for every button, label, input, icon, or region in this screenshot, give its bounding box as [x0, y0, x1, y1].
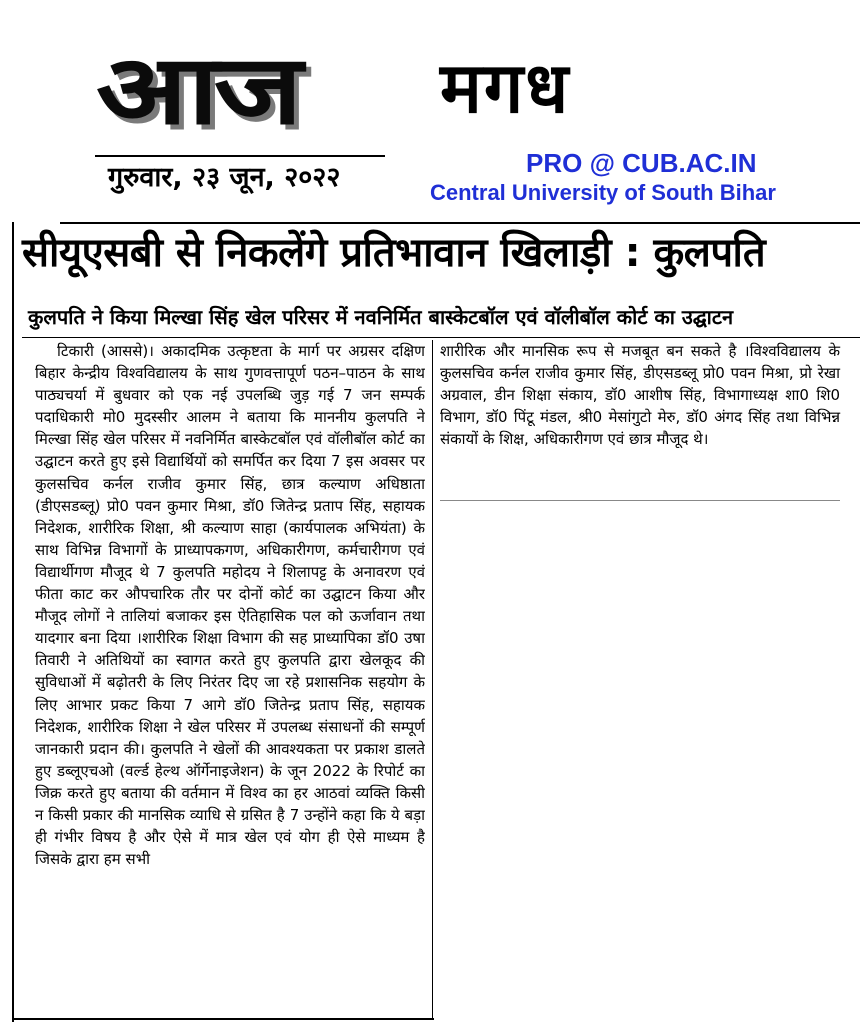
article-end-rule — [440, 500, 840, 501]
university-name: Central University of South Bihar — [430, 180, 776, 205]
article-subheadline: कुलपति ने किया मिल्खा सिंह खेल परिसर में नवनिर्मित बास्केटबॉल एवं वॉलीबॉल कोर्ट का उद्घाटन — [28, 305, 734, 329]
edition-name: मगध — [440, 47, 571, 129]
article-column-right — [440, 340, 840, 450]
subheadline-rule — [22, 337, 860, 338]
pro-stamp — [0, 147, 867, 207]
newspaper-logo: आज — [96, 34, 298, 146]
article-body-left: टिकारी (आससे)। अकादमिक उत्कृष्टता के मार्ग पर अग्रसर दक्षिण बिहार केन्द्रीय विश्वविद्यालय के साथ गुणवत्तापूर्ण पठन–पाठन के साथ पाठ्यचर्या में बुधवार को एक नई उपलब्धि जुड़ गई 7 जन सम्पर्क पदाधिकारी मो0 मुदस्सीर आलम ने बताया कि माननीय कुलपति ने मिल्खा सिंह खेल परिसर में नवनिर्मित बास्केटबॉल एवं वॉलीबॉल कोर्ट का उद्घाटन करते हुए इसे विद्यार्थियों को समर्पित कर दिया 7 इस अवसर पर कुलसचिव कर्नल राजीव कुमार सिंह, छात्र कल्याण अधिष्ठाता (डीएसडब्लू) प्रो0 पवन कुमार मिश्रा, डॉ0 जितेन्द्र प्रताप सिंह, सहायक निदेशक, शारीरिक शिक्षा, श्री कल्याण साहा (कार्यपालक अभियंता) के साथ विभिन्न विभागों के प्राध्यापकगण, अधिकारीगण, कर्मचारीगण एवं विद्यार्थीगण मौजूद थे 7 कुलपति महोदय ने शिलापट्ट के अनावरण एवं फीता काट कर औपचारिक तौर पर दोनों कोर्ट का उद्घाटन किया और मौजूद लोगों ने तालियां बजाकर इस ऐतिहासिक पल को ऊर्जावान तथा यादगार बना दिया ।शारीरिक शिक्षा विभाग की सह प्राध्यापिका डॉ0 उषा तिवारी ने अतिथियों का स्वागत करते हुए कुलपति द्वारा खेलकूद की सुविधाओं में बढ़ोतरी के लिए निरंतर दिए जा रहे प्रशासनिक सहयोग के लिए आभार प्रकट किया 7 आगे डॉ0 जितेन्द्र प्रताप सिंह, सहायक निदेशक, शारीरिक शिक्षा ने खेल परिसर में उपलब्ध संसाधनों की सम्पूर्ण जानकारी प्रदान की। कुलपति ने खेलों की आवश्यकता पर प्रकाश डालते हुए डब्लूएचओ (वर्ल्ड हेल्थ ऑर्गेनाइजेशन) के जून 2022 के रिपोर्ट का जिक्र करते हुए बताया की वर्तमान में विश्व का हर आठवां व्यक्ति किसी न किसी प्रकार की मानसिक व्याधि से ग्रसित है 7 उन्होंने कहा कि ये बड़ा ही गंभीर विषय है और ऐसे में मात्र खेल एवं योग ही ऐसे माध्यम है जिसके द्वारा हम सभी — [35, 342, 425, 869]
article-headline: सीयूएसबी से निकलेंगे प्रतिभावान खिलाड़ी : कुलपति — [22, 230, 766, 276]
pro-email: PRO @ CUB.AC.IN — [526, 148, 757, 178]
article-body-right: शारीरिक और मानसिक रूप से मजबूत बन सकते है ।विश्वविद्यालय के कुलसचिव कर्नल राजीव कुमार सिंह, डीएसडब्लू प्रो0 पवन मिश्रा, प्रो रेखा अग्रवाल, डीन शिक्षा संकाय, डॉ0 आशीष सिंह, विभागाध्यक्ष शा0 शि0 विभाग, डॉ0 पिंटू मंडल, श्री0 मेसांगुटो मेरु, डॉ0 अंगद सिंह तथा विभिन्न संकायों के शिक्ष, अधिकारीगण एवं छात्र मौजूद थे। — [440, 342, 840, 449]
publication-date: गुरुवार, २३ जून, २०२२ — [108, 162, 341, 193]
article-bottom-rule — [14, 1018, 434, 1020]
column-divider — [432, 340, 433, 1020]
article-left-rule — [12, 222, 14, 1022]
article-column-left — [35, 340, 425, 1024]
